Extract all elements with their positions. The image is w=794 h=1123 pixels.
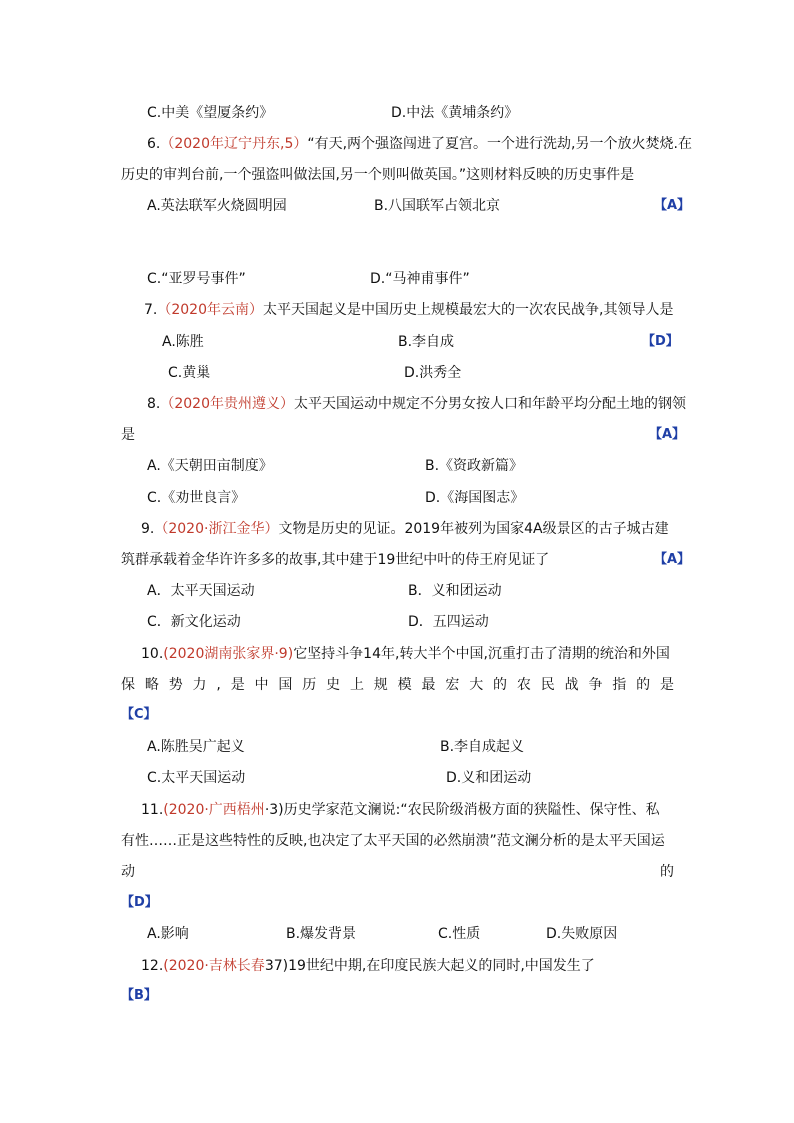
q11-option-b: B.爆发背景: [286, 926, 357, 942]
q6-option-b: B.八国联军占领北京: [374, 198, 501, 214]
q7-option-d: D.洪秀全: [404, 365, 462, 381]
q6-option-d: D.“马神甫事件”: [370, 271, 470, 287]
q12-answer: 【B】: [121, 988, 157, 1003]
q11-stem-line1: [141, 800, 660, 820]
q11-answer: 【D】: [121, 895, 158, 910]
q8-option-a: A.《天朝田亩制度》: [147, 458, 273, 474]
q9-answer: 【A】: [654, 552, 691, 567]
q6-stem-line2: 历史的审判台前,一个强盗叫做法国,另一个则叫做英国。”这则材料反映的历史事件是: [121, 167, 635, 183]
q9-option-c: C．新文化运动: [147, 614, 241, 630]
q11-source: (2020·广西梧州: [163, 802, 265, 818]
q8-source: （2020年贵州遵义）: [160, 396, 294, 412]
q6-number: 6.: [147, 136, 161, 152]
q10-number: 10.: [141, 646, 164, 662]
q12-stem-line1: [141, 956, 595, 976]
q8-option-c: C.《劝世良言》: [147, 490, 246, 506]
q11-text1: ·3)历史学家范文澜说:“农民阶级消极方面的狭隘性、保守性、私: [264, 802, 660, 818]
q8-option-b: B.《资政新篇》: [425, 458, 524, 474]
q7-option-a: A.陈胜: [162, 334, 204, 350]
q12-number: 12.: [141, 958, 164, 974]
q9-stem-line1: [141, 519, 669, 539]
q12-text1: 37)19世纪中期,在印度民族大起义的同时,中国发生了: [264, 958, 595, 974]
q12-source: (2020·吉林长春: [163, 958, 265, 974]
q6-stem-line1: [147, 134, 692, 154]
q8-stem-line2: 是: [121, 427, 135, 443]
q5-option-d: D.中法《黄埔条约》: [391, 105, 519, 121]
q11-option-d: D.失败原因: [546, 926, 618, 942]
q10-stem-line1: [141, 644, 670, 664]
q5-option-c: C.中美《望厦条约》: [147, 105, 274, 121]
q8-option-d: D.《海国图志》: [425, 490, 525, 506]
q10-option-b: B.李自成起义: [440, 739, 525, 755]
q6-option-a: A.英法联军火烧圆明园: [147, 198, 287, 214]
q11-number: 11.: [141, 802, 164, 818]
q11-stem-line3-start: 动: [121, 864, 135, 880]
q7-option-b: B.李自成: [398, 334, 455, 350]
q9-source: （2020·浙江金华）: [154, 521, 279, 537]
q10-answer: 【C】: [121, 707, 157, 722]
q7-answer: 【D】: [642, 334, 679, 349]
q7-number: 7.: [144, 302, 158, 318]
q7-text1: 太平天国起义是中国历史上规模最宏大的一次农民战争,其领导人是: [263, 302, 674, 318]
q6-option-c: C.“亚罗号事件”: [147, 271, 246, 287]
q9-option-a: A．太平天国运动: [147, 583, 255, 599]
q7-stem-line1: [144, 300, 673, 320]
q8-number: 8.: [147, 396, 161, 412]
q10-option-a: A.陈胜吴广起义: [147, 739, 245, 755]
q10-stem-line2: 保略势力,是中国历史上规模最宏大的农民战争指的是: [121, 677, 674, 693]
q9-stem-line2: 筑群承载着金华许许多多的故事,其中建于19世纪中叶的侍王府见证了: [121, 552, 550, 568]
q10-option-d: D.义和团运动: [446, 770, 532, 786]
q11-option-c: C.性质: [438, 926, 481, 942]
q8-text1: 太平天国运动中规定不分男女按人口和年龄平均分配土地的钢领: [294, 396, 686, 412]
q11-option-a: A.影响: [147, 926, 189, 942]
q6-answer: 【A】: [654, 198, 691, 213]
q11-stem-line3-end: 的: [660, 864, 674, 880]
q9-option-b: B．义和团运动: [408, 583, 502, 599]
q9-text1: 文物是历史的见证。2019年被列为国家4A级景区的古子城古建: [278, 521, 669, 537]
q8-stem-line1: [147, 394, 686, 414]
q7-source: （2020年云南）: [157, 302, 263, 318]
q10-text1: 它坚持斗争14年,转大半个中国,沉重打击了清期的统治和外国: [293, 646, 670, 662]
q10-source: (2020湖南张家界·9): [163, 646, 294, 662]
q9-option-d: D．五四运动: [408, 614, 489, 630]
q6-text1: “有天,两个强盗闯进了夏宫。一个进行洗劫,另一个放火焚烧.在: [307, 136, 692, 152]
q7-option-c: C.黄巢: [168, 365, 211, 381]
q9-number: 9.: [141, 521, 155, 537]
q10-option-c: C.太平天国运动: [147, 770, 246, 786]
q11-stem-line2: 有性……正是这些特性的反映,也决定了太平天国的必然崩溃”范文澜分析的是太平天国运: [121, 833, 665, 849]
q8-answer: 【A】: [649, 427, 686, 442]
q6-source: （2020年辽宁丹东,5）: [160, 136, 308, 152]
